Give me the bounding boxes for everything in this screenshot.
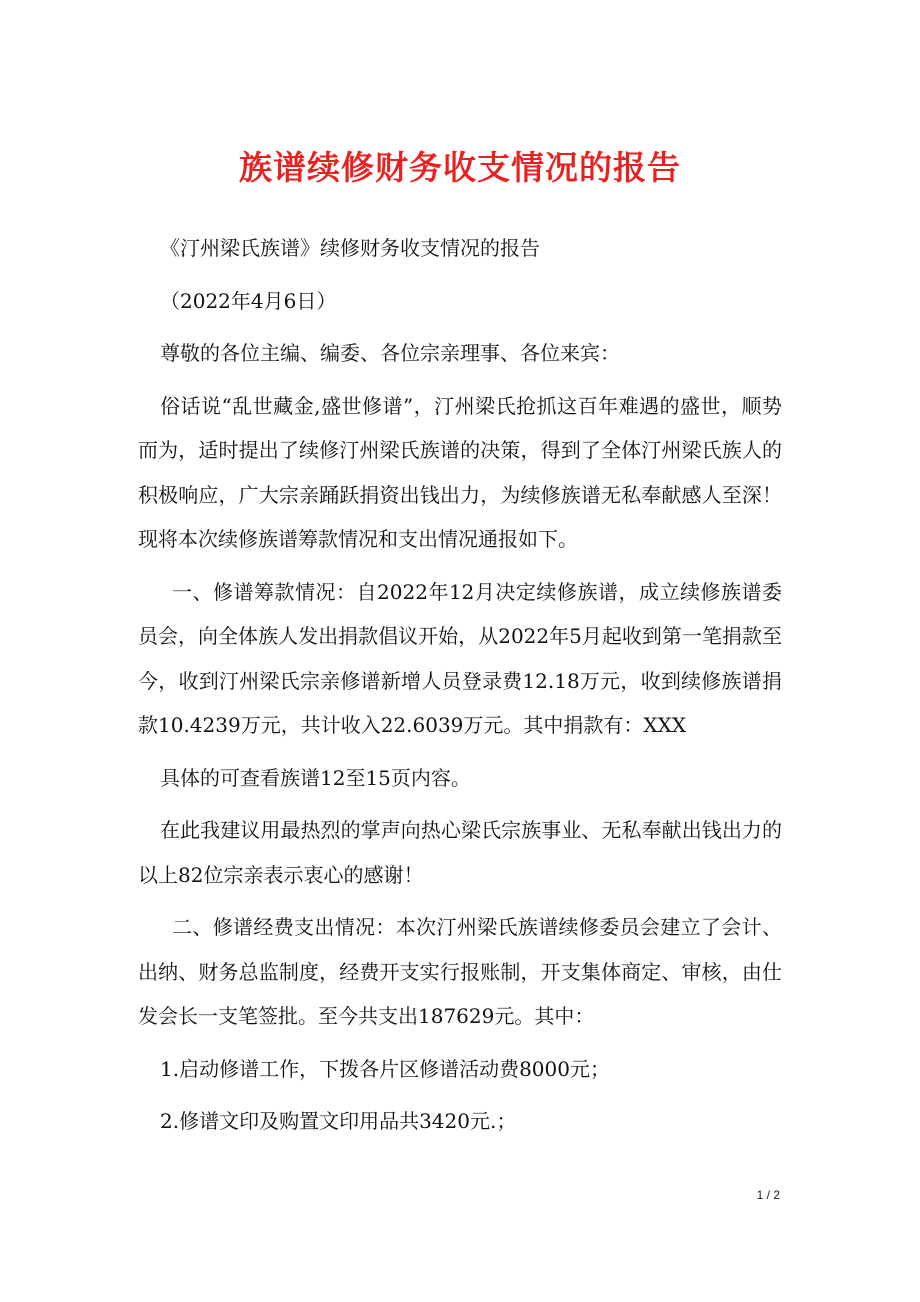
paragraph-reference: 具体的可查看族谱12至15页内容。 [160,765,471,790]
paragraph-expenditure: 二、修谱经费支出情况：本次汀州梁氏族谱续修委员会建立了会计、出纳、财务总监制度，经费开支实行报账制，开支集体商定、审核，由仕发会长一支笔签批。至今共支出187629元。其中： [138,915,782,1028]
paragraph-item-1: 1.启动修谱工作，下拨各片区修谱活动费8000元； [160,1056,610,1081]
document-title: 族谱续修财务收支情况的报告 [239,148,681,187]
paragraph-thanks: 在此我建议用最热烈的掌声向热心梁氏宗族事业、无私奉献出钱出力的以上82位宗亲表示衷心的感谢！ [138,818,782,887]
paragraph-subtitle: 《汀州梁氏族谱》续修财务收支情况的报告 [160,236,540,260]
paragraph-salutation: 尊敬的各位主编、编委、各位宗亲理事、各位来宾： [160,341,620,365]
paragraph-item-2: 2.修谱文印及购置文印用品共3420元.； [160,1109,517,1133]
paragraph-date: （2022年4月6日） [160,288,337,313]
paragraph-intro: 俗话说“乱世藏金,盛世修谱”，汀州梁氏抢抓这百年难遇的盛世，顺势而为，适时提出了续修汀州梁氏族谱的决策，得到了全体汀州梁氏族人的积极响应，广大宗亲踊跃捐资出钱出力，为续修族谱无私奉献感人至深！现将本次续修族谱筹款情况和支出情况通报如下。 [138,393,782,551]
paragraph-fundraising: 一、修谱筹款情况：自2022年12月决定续修族谱，成立续修族谱委员会，向全体族人发出捐款倡议开始，从2022年5月起收到第一笔捐款至今，收到汀州梁氏宗亲修谱新增人员登录费12.18万元，收到续修族谱捐款10.4239万元，共计收入22.6039万元。其中捐款有：XXX [138,579,782,737]
document-body [138,226,782,1152]
page-number: 1 / 2 [756,1188,780,1202]
